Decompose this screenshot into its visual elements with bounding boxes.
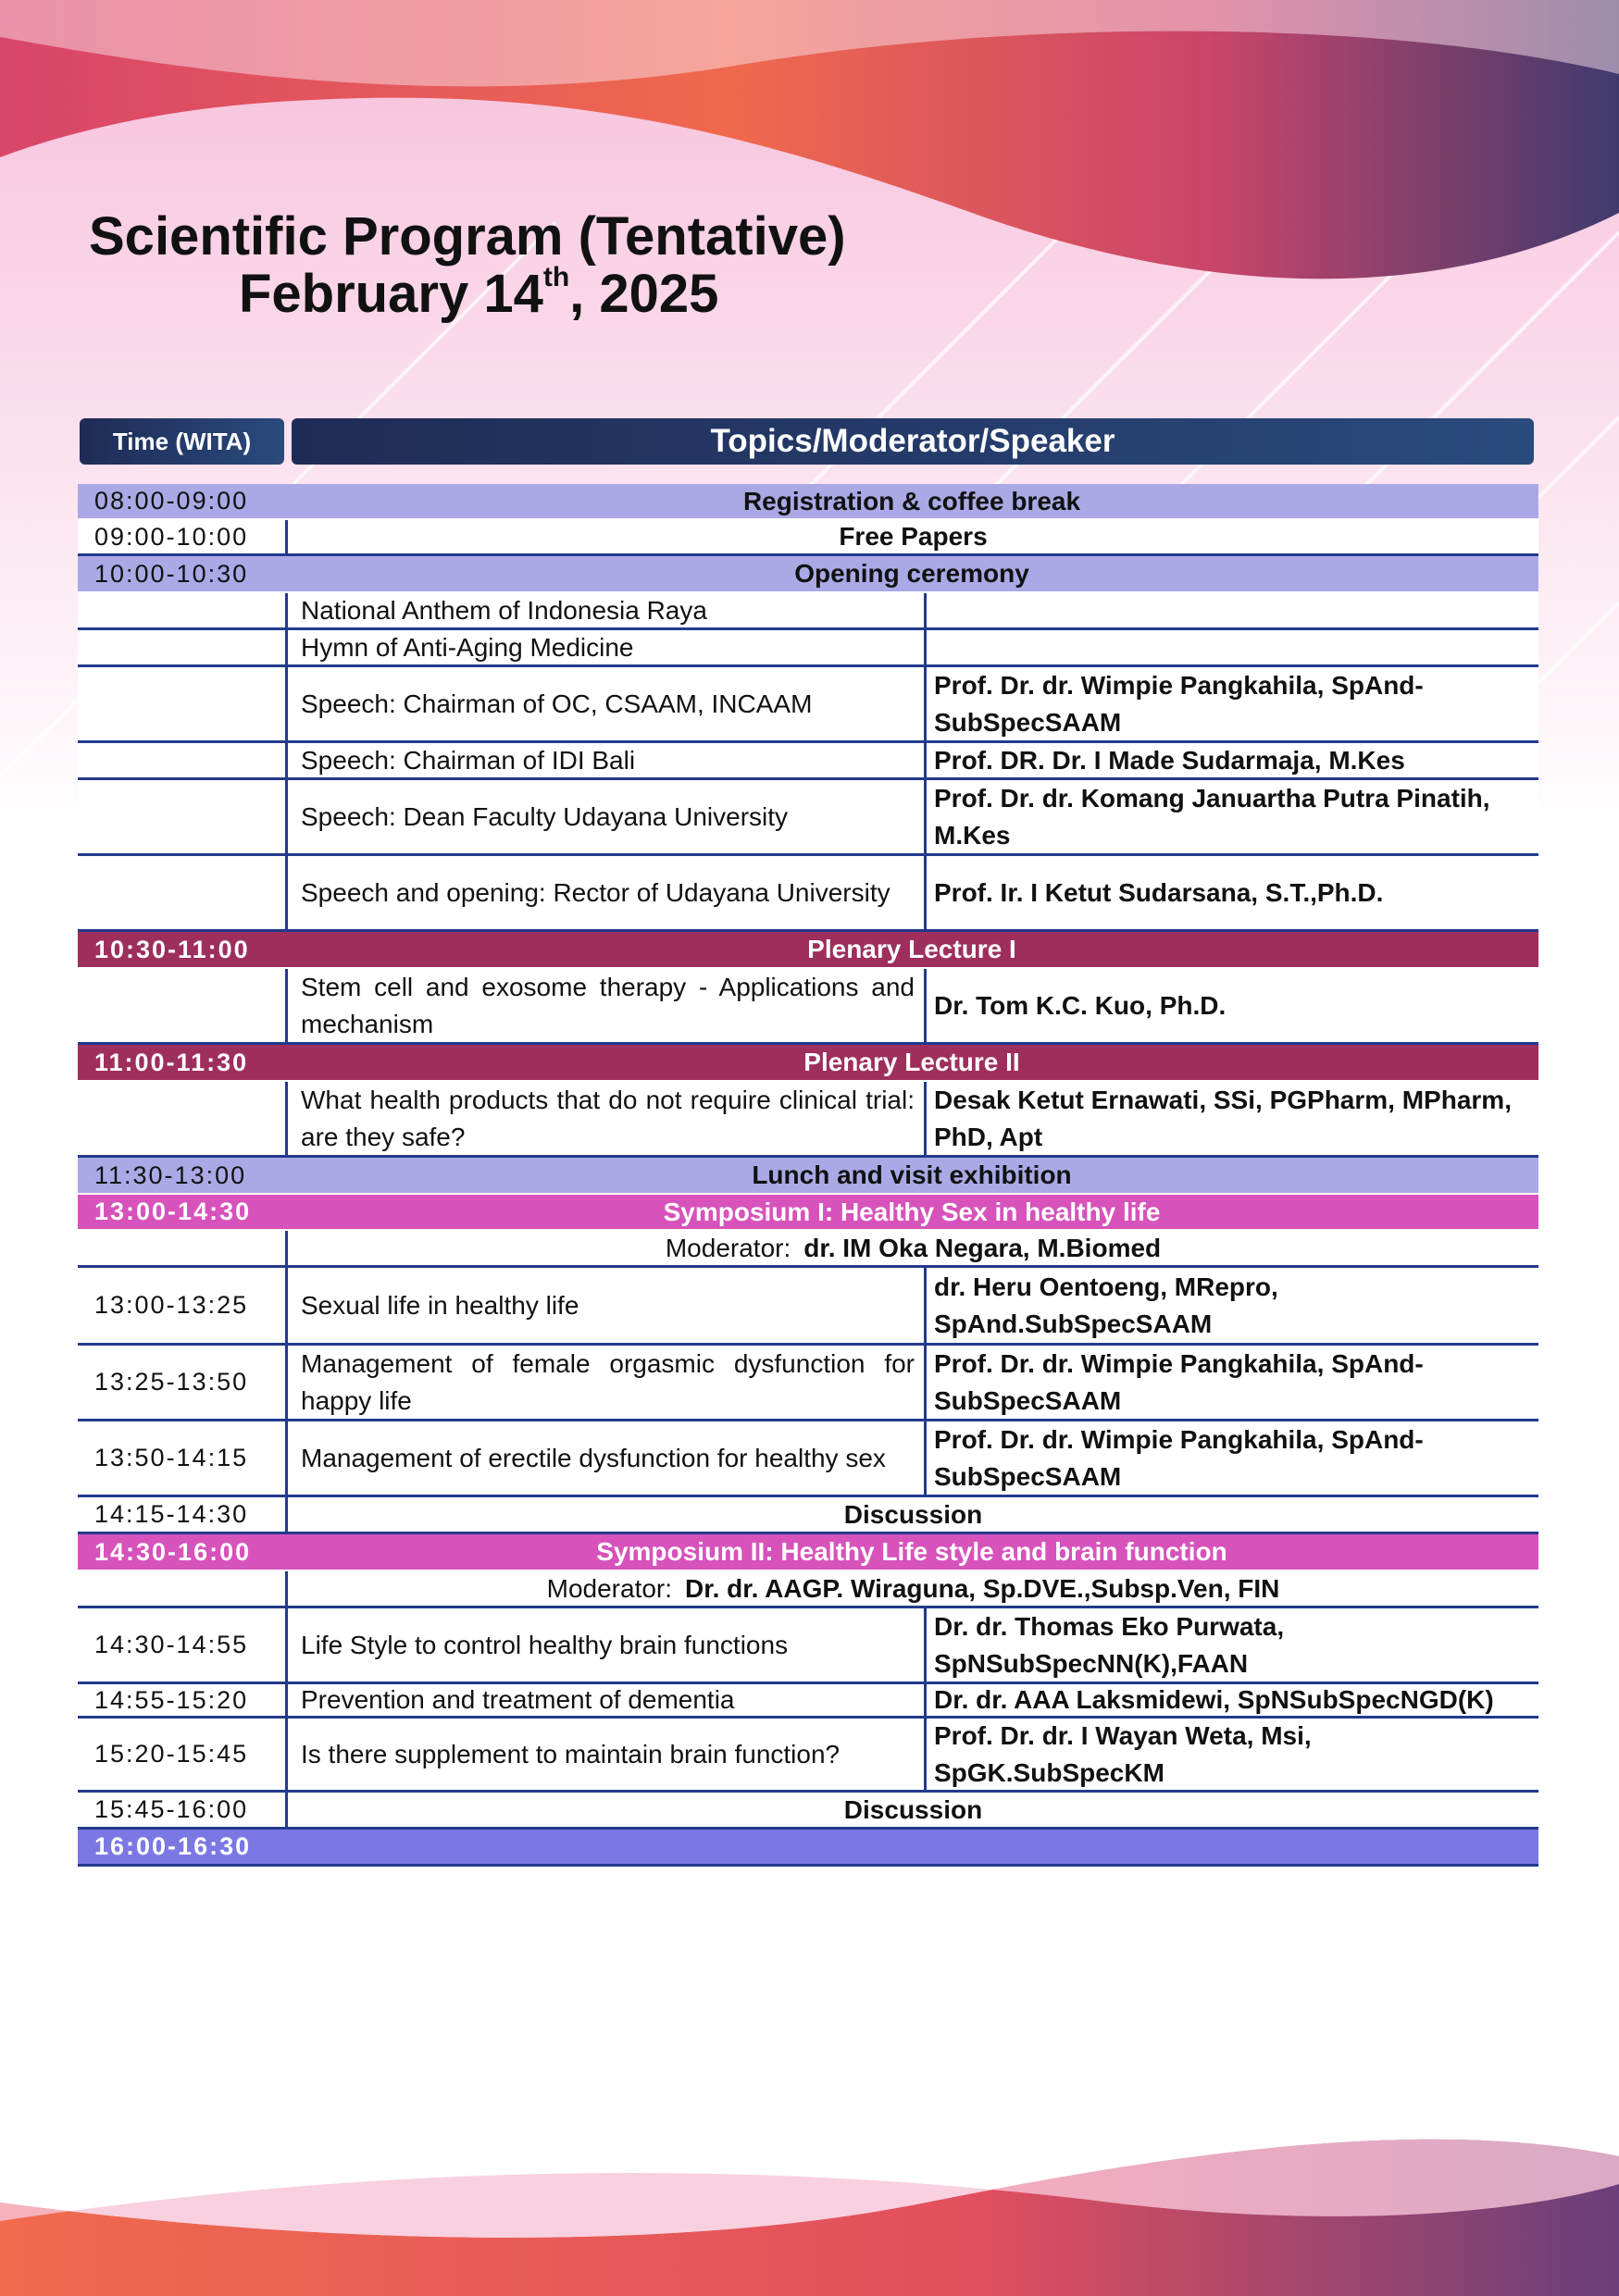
topic-cell: Sexual life in healthy life bbox=[285, 1268, 924, 1343]
schedule-row bbox=[78, 856, 1538, 932]
time-cell: 14:30-14:55 bbox=[94, 1631, 249, 1658]
section-title: Plenary Lecture I bbox=[807, 935, 1016, 963]
section-band bbox=[78, 1830, 1538, 1867]
section-title bbox=[285, 1830, 1538, 1864]
moderator-label: Moderator: bbox=[665, 1233, 791, 1262]
speaker-cell: Prof. Dr. dr. Wimpie Pangkahila, SpAnd-SubSpecSAAM bbox=[924, 1421, 1538, 1495]
section-band bbox=[78, 556, 1538, 593]
time-cell bbox=[78, 969, 285, 1042]
time-cell: 15:45-16:00 bbox=[94, 1795, 249, 1823]
topic-cell: Life Style to control healthy brain functions bbox=[285, 1608, 924, 1682]
section-band bbox=[78, 1045, 1538, 1082]
moderator-cell bbox=[285, 1571, 1538, 1606]
schedule-row bbox=[78, 630, 1538, 667]
section-title: Registration & coffee break bbox=[742, 486, 1081, 515]
topic-cell: Management of female orgasmic dysfunction for happy life bbox=[285, 1346, 924, 1419]
schedule-row bbox=[78, 1719, 1538, 1793]
topic-cell: Stem cell and exosome therapy - Applications and mechanism bbox=[285, 969, 924, 1042]
speaker-cell: dr. Heru Oentoeng, MRepro, SpAnd.SubSpecSAAM bbox=[924, 1268, 1538, 1343]
schedule-row bbox=[78, 1082, 1538, 1158]
time-cell bbox=[78, 1231, 285, 1265]
time-cell bbox=[78, 856, 285, 929]
time-cell: 13:50-14:15 bbox=[94, 1444, 249, 1471]
topic-cell: Speech: Chairman of OC, CSAAM, INCAAM bbox=[285, 667, 924, 740]
speaker-cell bbox=[924, 630, 1538, 664]
time-cell bbox=[78, 1082, 285, 1155]
time-cell: 14:15-14:30 bbox=[94, 1500, 249, 1528]
time-cell: 13:25-13:50 bbox=[94, 1368, 249, 1396]
schedule-row bbox=[78, 743, 1538, 780]
discussion-cell: Discussion bbox=[285, 1497, 1538, 1532]
time-cell: 08:00-09:00 bbox=[94, 487, 249, 515]
section-title: Symposium II: Healthy Life style and brain function bbox=[596, 1537, 1227, 1566]
topic-cell: What health products that do not require clinical trial: are they safe? bbox=[285, 1082, 924, 1155]
speaker-cell bbox=[924, 593, 1538, 627]
speaker-cell: Dr. dr. AAA Laksmidewi, SpNSubSpecNGD(K) bbox=[924, 1684, 1538, 1716]
date-suffix: th bbox=[542, 261, 570, 292]
topic-cell: Speech: Chairman of IDI Bali bbox=[285, 743, 924, 777]
schedule-row bbox=[78, 1421, 1538, 1497]
schedule-table bbox=[78, 484, 1538, 1867]
schedule-row bbox=[78, 780, 1538, 856]
moderator-label: Moderator: bbox=[546, 1573, 673, 1603]
time-cell bbox=[78, 667, 285, 740]
time-cell bbox=[78, 1571, 285, 1606]
section-title: Opening ceremony bbox=[794, 559, 1029, 588]
section-title: Free Papers bbox=[285, 520, 1538, 553]
speaker-cell: Prof. Dr. dr. Wimpie Pangkahila, SpAnd-SubSpecSAAM bbox=[924, 1346, 1538, 1419]
time-cell: 14:30-16:00 bbox=[94, 1537, 252, 1566]
topic-cell: Management of erectile dysfunction for healthy sex bbox=[285, 1421, 924, 1495]
column-header-time: Time (WITA) bbox=[80, 418, 284, 465]
topic-cell: National Anthem of Indonesia Raya bbox=[285, 593, 924, 627]
time-cell: 09:00-10:00 bbox=[94, 522, 249, 551]
time-cell bbox=[78, 593, 285, 627]
topic-cell: Prevention and treatment of dementia bbox=[285, 1684, 924, 1716]
speaker-cell: Prof. Dr. dr. Wimpie Pangkahila, SpAnd-SubSpecSAAM bbox=[924, 667, 1538, 740]
section-title: Lunch and visit exhibition bbox=[752, 1160, 1072, 1189]
time-cell: 10:30-11:00 bbox=[94, 935, 250, 963]
speaker-cell: Prof. DR. Dr. I Made Sudarmaja, M.Kes bbox=[924, 743, 1538, 777]
time-cell: 11:30-13:00 bbox=[94, 1160, 247, 1189]
schedule-row bbox=[78, 1268, 1538, 1346]
schedule-row bbox=[78, 1684, 1538, 1719]
schedule-row bbox=[78, 667, 1538, 743]
time-cell: 15:20-15:45 bbox=[94, 1740, 249, 1768]
speaker-cell: Desak Ketut Ernawati, SSi, PGPharm, MPharm, PhD, Apt bbox=[924, 1082, 1538, 1155]
time-cell bbox=[78, 743, 285, 777]
time-cell: 10:00-10:30 bbox=[94, 559, 249, 588]
speaker-cell: Dr. Tom K.C. Kuo, Ph.D. bbox=[924, 969, 1538, 1042]
topic-cell: Speech: Dean Faculty Udayana University bbox=[285, 780, 924, 853]
time-cell bbox=[78, 780, 285, 853]
time-cell: 14:55-15:20 bbox=[94, 1685, 249, 1714]
schedule-row bbox=[78, 1346, 1538, 1421]
speaker-cell: Prof. Ir. I Ketut Sudarsana, S.T.,Ph.D. bbox=[924, 856, 1538, 929]
time-cell: 16:00-16:30 bbox=[94, 1832, 252, 1860]
time-cell: 13:00-14:30 bbox=[94, 1198, 252, 1225]
section-band bbox=[78, 1158, 1538, 1195]
moderator-row bbox=[78, 1231, 1538, 1268]
section-title: Plenary Lecture II bbox=[803, 1048, 1020, 1076]
moderator-name: dr. IM Oka Negara, M.Biomed bbox=[803, 1233, 1162, 1262]
time-cell: 13:00-13:25 bbox=[94, 1291, 249, 1319]
topic-cell: Speech and opening: Rector of Udayana University bbox=[285, 856, 924, 929]
time-cell: 11:00-11:30 bbox=[94, 1048, 249, 1076]
section-title: Symposium I: Healthy Sex in healthy life bbox=[663, 1197, 1161, 1226]
schedule-row bbox=[78, 969, 1538, 1045]
section-band bbox=[78, 1195, 1538, 1231]
section-band bbox=[78, 1534, 1538, 1571]
moderator-row bbox=[78, 1571, 1538, 1608]
schedule-row bbox=[78, 1793, 1538, 1830]
topic-cell: Is there supplement to maintain brain function? bbox=[285, 1719, 924, 1790]
speaker-cell: Prof. Dr. dr. Komang Januartha Putra Pinatih, M.Kes bbox=[924, 780, 1538, 853]
discussion-cell: Discussion bbox=[285, 1793, 1538, 1827]
time-cell bbox=[78, 630, 285, 664]
section-band bbox=[78, 520, 1538, 556]
page-title: Scientific Program (Tentative) bbox=[89, 206, 846, 267]
schedule-row bbox=[78, 1497, 1538, 1534]
speaker-cell: Dr. dr. Thomas Eko Purwata, SpNSubSpecNN(K),FAAN bbox=[924, 1608, 1538, 1682]
section-band bbox=[78, 932, 1538, 969]
column-header-topics: Topics/Moderator/Speaker bbox=[292, 418, 1534, 465]
section-band bbox=[78, 484, 1538, 520]
page-date bbox=[239, 263, 718, 325]
moderator-name: Dr. dr. AAGP. Wiraguna, Sp.DVE.,Subsp.Ven, FIN bbox=[685, 1573, 1280, 1603]
moderator-cell bbox=[285, 1231, 1538, 1265]
date-main: February 14 bbox=[239, 264, 543, 324]
speaker-cell: Prof. Dr. dr. I Wayan Weta, Msi, SpGK.SubSpecKM bbox=[924, 1719, 1538, 1790]
schedule-row bbox=[78, 593, 1538, 630]
date-year: , 2025 bbox=[569, 264, 719, 324]
schedule-row bbox=[78, 1608, 1538, 1684]
topic-cell: Hymn of Anti-Aging Medicine bbox=[285, 630, 924, 664]
